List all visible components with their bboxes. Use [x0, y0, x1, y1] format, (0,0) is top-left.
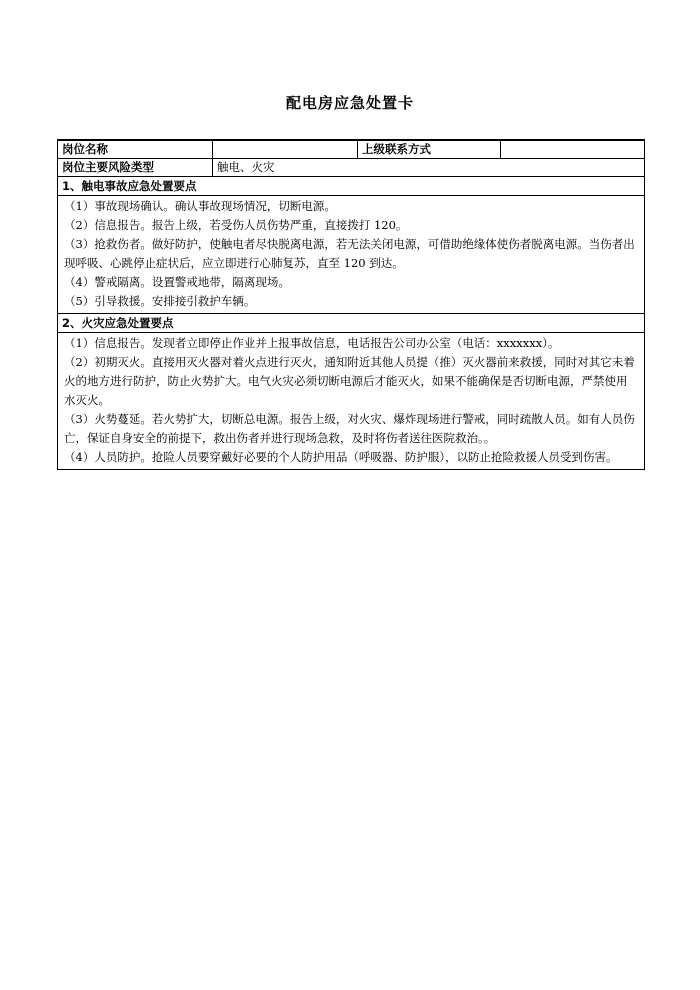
position-label: 岗位名称: [58, 140, 213, 158]
contact-value-field: [501, 140, 645, 158]
section1-item: （2）信息报告。报告上级，若受伤人员伤势严重，直接拨打 120。: [64, 217, 408, 232]
section2-heading: 2、火灾应急处置要点: [58, 313, 645, 332]
section2-item: （1）信息报告。发现者立即停止作业并上报事故信息，电话报告公司办公室（电话：xxxxxxx）。: [64, 335, 560, 350]
contact-label: 上级联系方式: [358, 140, 501, 158]
risk-value: 触电、火灾: [213, 158, 645, 176]
section2-item: （2）初期灭火。直接用灭火器对着火点进行灭火，通知附近其他人员提（推）灭火器前来救援，同时对其它未着火的地方进行防护，防止火势扩大。电气火灾必须切断电源后才能灭火，如果不能确保是否切断电源，严禁使用水灭火。: [64, 354, 635, 407]
section2-body: [58, 332, 645, 469]
page-title: 配电房应急处置卡: [285, 94, 414, 112]
section1-body: [58, 195, 645, 313]
position-row: [58, 140, 645, 158]
section1-item: （1）事故现场确认。确认事故现场情况，切断电源。: [64, 198, 336, 213]
emergency-card-table: [57, 139, 645, 470]
section1-item: （5）引导救援。安排接引救护车辆。: [64, 293, 256, 308]
section2-heading-row: [58, 313, 645, 332]
section1-item: （4）警戒隔离。设置警戒地带，隔离现场。: [64, 274, 290, 289]
section2-item: （4）人员防护。抢险人员要穿戴好必要的个人防护用品（呼吸器、防护服），以防止抢险救援人员受到伤害。: [64, 449, 618, 464]
section1-heading-row: [58, 176, 645, 195]
position-value-field: [213, 140, 358, 158]
risk-label: 岗位主要风险类型: [58, 158, 213, 176]
section2-item: （3）火势蔓延。若火势扩大，切断总电源。报告上级，对火灾、爆炸现场进行警戒，同时疏散人员。如有人员伤亡，保证自身安全的前提下，救出伤者并进行现场急救，及时将伤者送往医院救治。。: [64, 411, 635, 445]
section2-body-row: [58, 332, 645, 469]
risk-row: [58, 158, 645, 176]
section1-heading: 1、触电事故应急处置要点: [58, 176, 645, 195]
section1-body-row: [58, 195, 645, 313]
section1-item: （3）抢救伤者。做好防护，使触电者尽快脱离电源，若无法关闭电源，可借助绝缘体使伤者脱离电源。当伤者出现呼吸、心跳停止症状后，应立即进行心肺复苏，直至 120 到达。: [64, 236, 635, 270]
